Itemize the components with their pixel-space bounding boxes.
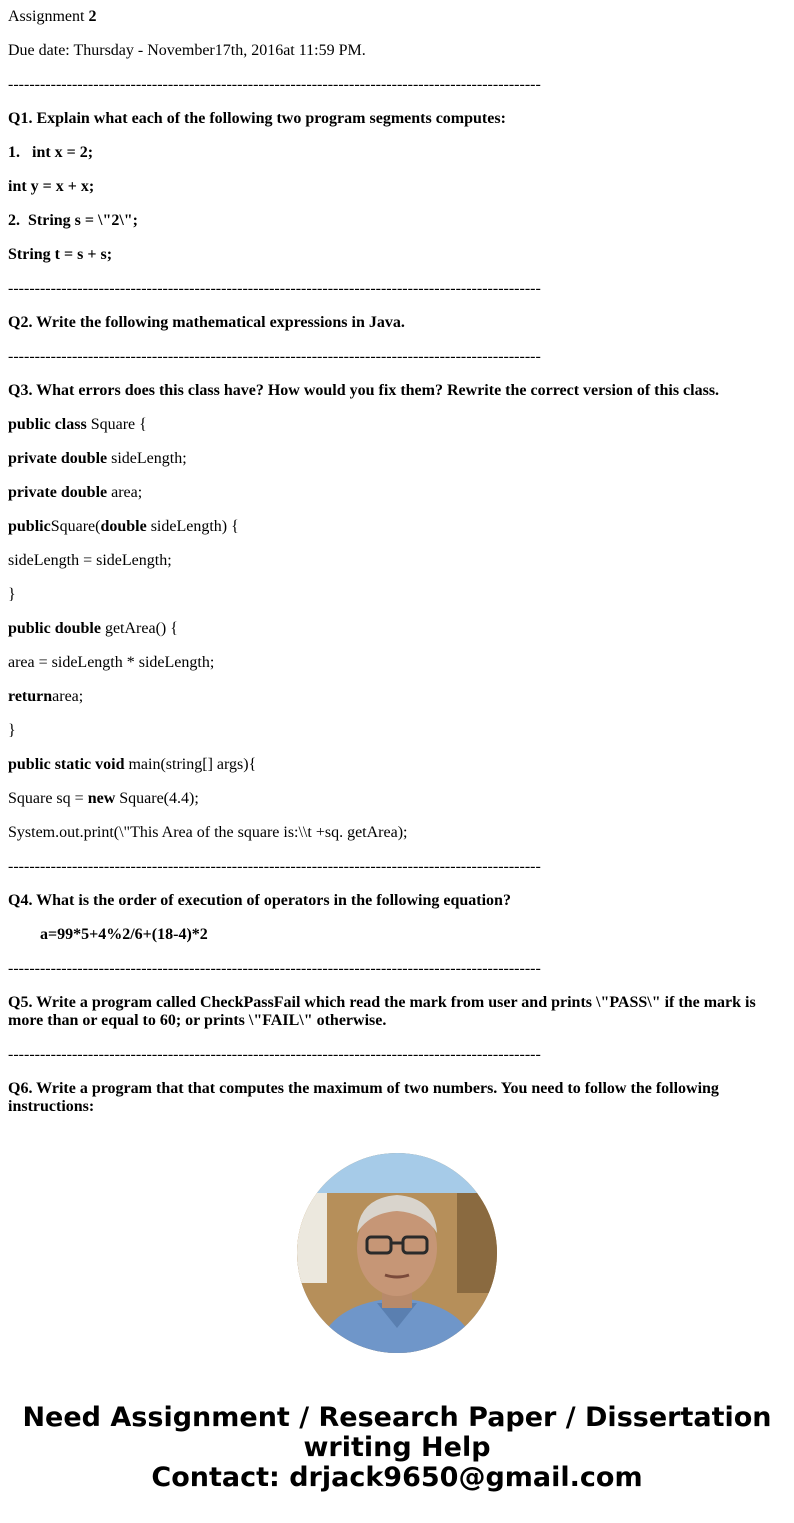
q1-code-line: 2. String s = \"2\"; [8, 212, 138, 229]
code-line: public class Square { [8, 416, 147, 433]
code-line: returnarea; [8, 688, 84, 705]
divider: ---------------------------------------------------------------------------------------------------- [8, 1046, 541, 1063]
divider: ---------------------------------------------------------------------------------------------------- [8, 280, 541, 297]
code-line: private double sideLength; [8, 450, 187, 467]
q3-question: Q3. What errors does this class have? How would you fix them? Rewrite the correct version of this class. [8, 382, 720, 399]
code-line: public double getArea() { [8, 620, 178, 637]
code-line: } [8, 722, 16, 739]
code-line: public static void main(string[] args){ [8, 756, 257, 773]
due-date: Due date: Thursday - November17th, 2016at 11:59 PM. [8, 42, 366, 59]
q5-question: Q5. Write a program called CheckPassFail which read the mark from user and prints \"PASS\" if the mark is more than or equal to 60; or prints \"FAIL\" otherwise. [8, 994, 756, 1029]
q2-question: Q2. Write the following mathematical expressions in Java. [8, 314, 405, 331]
title-number: 2 [88, 8, 97, 25]
q1-code-line: String t = s + s; [8, 246, 113, 263]
code-line: area = sideLength * sideLength; [8, 654, 215, 671]
code-line: } [8, 586, 16, 603]
q4-equation: a=99*5+4%2/6+(18-4)*2 [40, 926, 208, 943]
portrait-image [297, 1153, 497, 1353]
code-line: private double area; [8, 484, 143, 501]
q4-question: Q4. What is the order of execution of operators in the following equation? [8, 892, 511, 909]
footer-line: writing Help [303, 1432, 491, 1463]
q1-code-line: int y = x + x; [8, 178, 95, 195]
title-prefix: Assignment [8, 8, 89, 25]
code-line: System.out.print(\"This Area of the square is:\\t +sq. getArea); [8, 824, 408, 841]
q6-question: Q6. Write a program that that computes the maximum of two numbers. You need to follow the following instructions: [8, 1080, 719, 1115]
assignment-title [8, 8, 96, 26]
q1-code-line: 1. int x = 2; [8, 144, 94, 161]
divider: ---------------------------------------------------------------------------------------------------- [8, 960, 541, 977]
code-line: publicSquare(double sideLength) { [8, 518, 239, 535]
divider: ---------------------------------------------------------------------------------------------------- [8, 348, 541, 365]
code-line: sideLength = sideLength; [8, 552, 172, 569]
divider: ---------------------------------------------------------------------------------------------------- [8, 76, 541, 93]
code-line: Square sq = new Square(4.4); [8, 790, 199, 807]
author-photo [297, 1153, 497, 1353]
footer-line: Need Assignment / Research Paper / Dissertation [22, 1402, 772, 1433]
q1-question: Q1. Explain what each of the following two program segments computes: [8, 110, 506, 127]
contact-footer [0, 1403, 794, 1493]
contact-email: Contact: drjack9650@gmail.com [151, 1462, 643, 1493]
divider: ---------------------------------------------------------------------------------------------------- [8, 858, 541, 875]
